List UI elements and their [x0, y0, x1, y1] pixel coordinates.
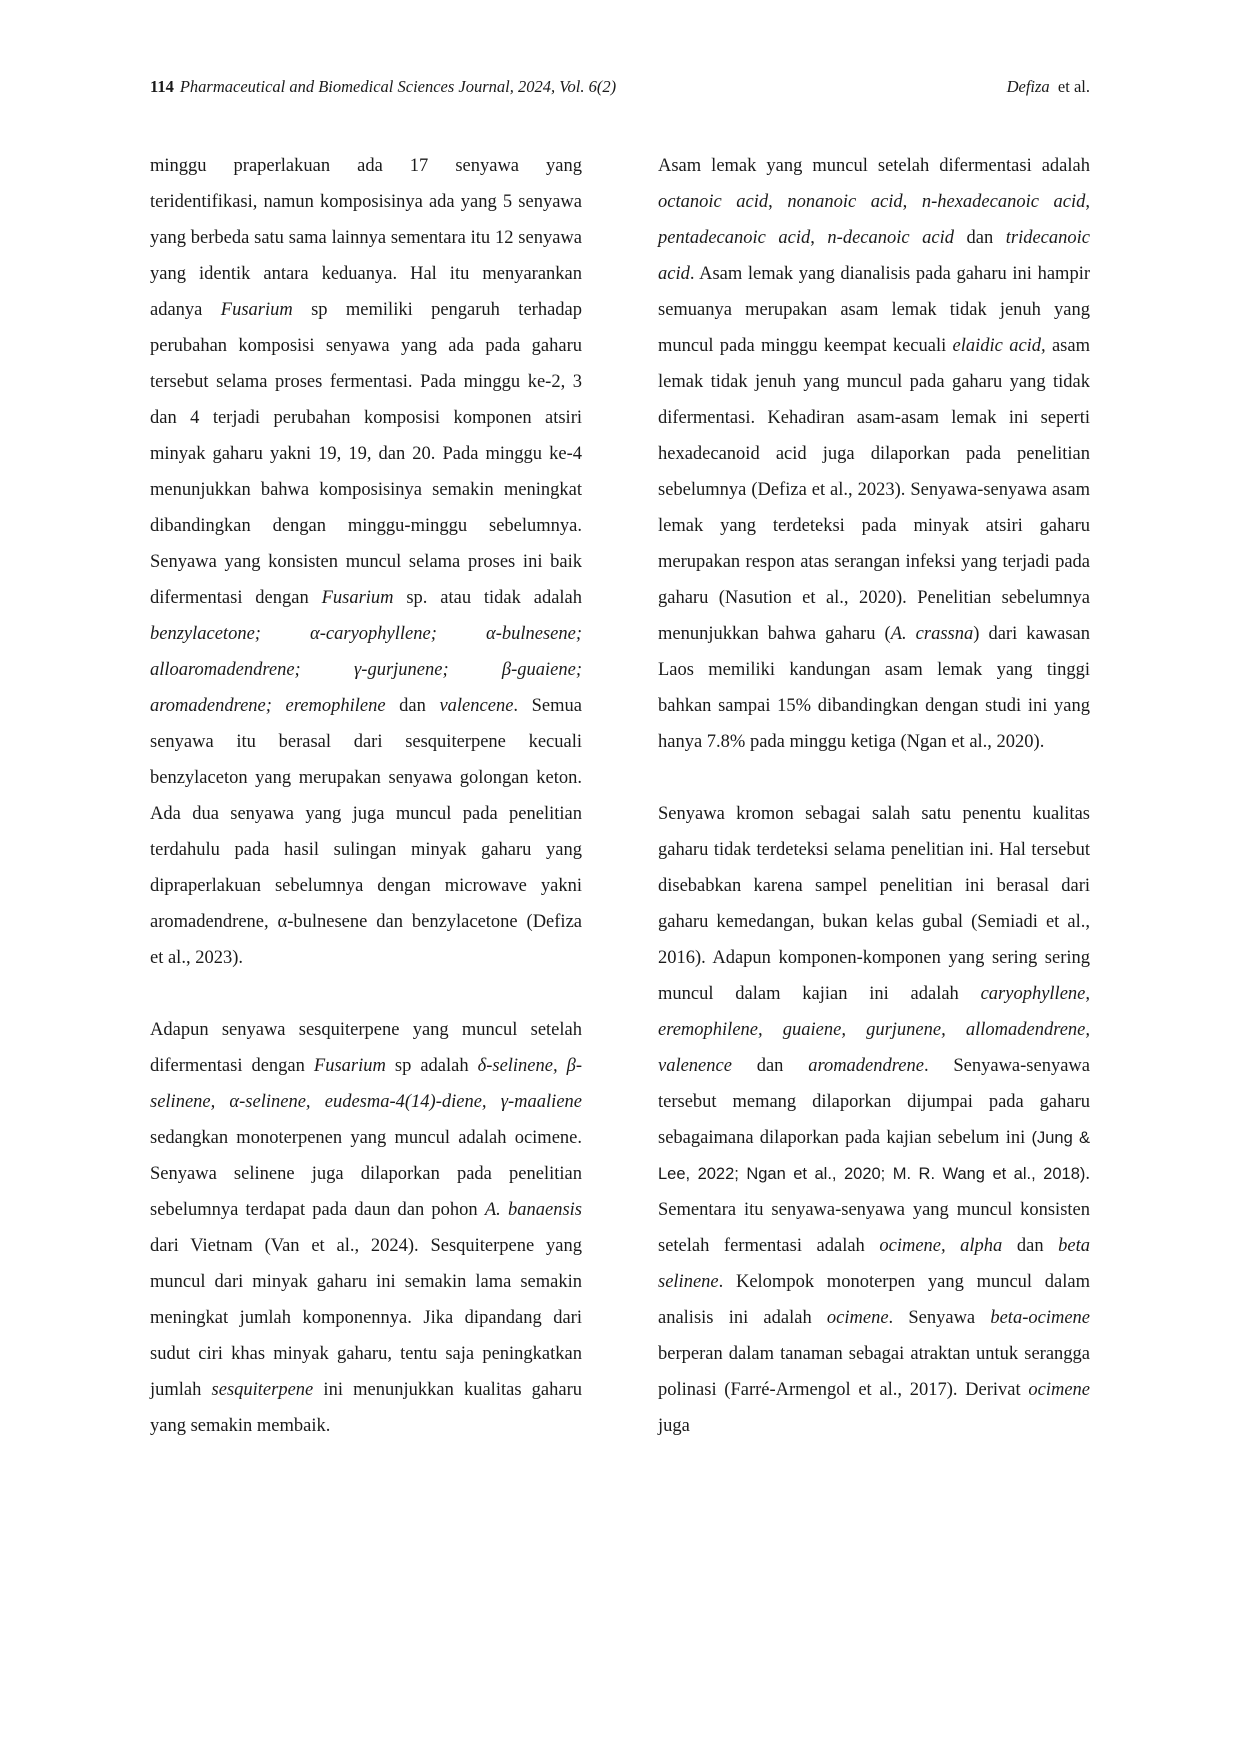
text-run: . Sementara itu senyawa-senyawa yang muncul konsisten setelah fermentasi adalah	[658, 1164, 1090, 1256]
text-run: asam lemak tidak jenuh yang muncul pada gaharu yang tidak difermentasi. Kehadiran asam-asam lemak ini seperti hexadecanoid acid juga dilaporkan pada penelitian sebelumnya (Defiza et al., 2023). Senyawa-senyawa asam lemak yang terdeteksi pada minyak atsiri gaharu merupakan respon atas serangan infeksi yang terjadi pada gaharu (Nasution et al., 2020). Penelitian sebelumnya menunjukkan bahwa gaharu (	[658, 336, 1090, 644]
text-run: dan	[731, 1056, 809, 1076]
italic-run: Fusarium	[220, 300, 293, 320]
paragraph-left-2	[150, 1012, 582, 1444]
text-run: sp. atau tidak adalah	[393, 588, 583, 608]
text-run: Asam lemak yang muncul setelah difermentasi adalah	[658, 156, 1090, 176]
italic-run: elaidic acid,	[952, 336, 1046, 356]
italic-run: tridecanoic acid	[658, 228, 1090, 284]
italic-run: A. banaensis	[484, 1200, 582, 1220]
italic-run: nonanoic acid	[787, 192, 903, 212]
text-run: sp adalah	[385, 1056, 478, 1076]
running-header	[150, 76, 1090, 98]
paragraph-left-1	[150, 148, 582, 976]
text-run: dan	[953, 228, 1006, 248]
italic-run: Fusarium	[313, 1056, 386, 1076]
italic-run: ocimene	[826, 1308, 889, 1328]
italic-run: beta selinene	[658, 1236, 1090, 1292]
text-run: ,	[810, 228, 828, 248]
italic-run: Fusarium	[321, 588, 394, 608]
text-run: Adapun senyawa sesquiterpene yang muncul setelah difermentasi dengan	[150, 1020, 582, 1076]
page-number: 114	[150, 77, 174, 96]
italic-run: ocimene, alpha	[879, 1236, 1003, 1256]
italic-run: sesquiterpene	[211, 1380, 314, 1400]
text-run: dan	[1002, 1236, 1059, 1256]
text-run: . Asam lemak yang dianalisis pada gaharu ini hampir semuanya merupakan asam lemak tidak jenuh yang muncul pada minggu keempat kecuali	[658, 264, 1090, 356]
italic-run: caryophyllene, eremophilene, guaiene, gurjunene, allomadendrene, valenence	[658, 984, 1090, 1076]
italic-run: ocimene	[1028, 1380, 1090, 1400]
text-run: sp memiliki pengaruh terhadap perubahan komposisi senyawa yang ada pada gaharu tersebut selama proses fermentasi. Pada minggu ke-2, 3 dan 4 terjadi perubahan komposisi komponen atsiri minyak gaharu yakni 19, 19, dan 20. Pada minggu ke-4 menunjukkan bahwa komposisinya semakin meningkat dibandingkan dengan minggu-minggu sebelumnya. Senyawa yang konsisten muncul selama proses ini baik difermentasi dengan	[150, 300, 582, 608]
italic-run: benzylacetone; α-caryophyllene; α-bulnesene; alloaromadendrene; γ-gurjunene; β-guaiene; aromadendrene; eremophilene	[150, 624, 582, 716]
paragraph-right-2	[658, 796, 1090, 1444]
text-run: berperan dalam tanaman sebagai atraktan untuk serangga polinasi (Farré-Armengol et al., 2017). Derivat	[658, 1344, 1090, 1400]
text-run: juga	[658, 1416, 690, 1436]
right-column	[658, 148, 1090, 1444]
italic-run: aromadendrene	[808, 1056, 924, 1076]
italic-run: A. crassna	[890, 624, 974, 644]
text-run: ,	[902, 192, 922, 212]
text-run: ini menunjukkan kualitas gaharu yang semakin membaik.	[150, 1380, 583, 1436]
text-run: . Senyawa	[888, 1308, 991, 1328]
text-run: dan	[385, 696, 440, 716]
paragraph-right-1	[658, 148, 1090, 760]
running-author	[1007, 76, 1090, 98]
italic-run: pentadecanoic acid	[658, 228, 811, 248]
text-run: dari Vietnam (Van et al., 2024). Sesquiterpene yang muncul dari minyak gaharu ini semakin lama semakin meningkat jumlah komponennya. Jika dipandang dari sudut ciri khas minyak gaharu, tentu saja peningkatkan jumlah	[150, 1236, 582, 1400]
citation-run: (Jung & Lee, 2022; Ngan et al., 2020; M. R. Wang et al., 2018)	[658, 1129, 1090, 1183]
italic-run: beta-ocimene	[990, 1308, 1090, 1328]
left-column	[150, 148, 582, 1444]
author-suffix: et al.	[1057, 77, 1090, 96]
text-run: minggu praperlakuan ada 17 senyawa yang teridentifikasi, namun komposisinya ada yang 5 senyawa yang berbeda satu sama lainnya sementara itu 12 senyawa yang identik antara keduanya. Hal itu menyarankan adanya	[150, 156, 582, 320]
text-run: . Semua senyawa itu berasal dari sesquiterpene kecuali benzylaceton yang merupakan senyawa golongan keton. Ada dua senyawa yang juga muncul pada penelitian terdahulu pada hasil sulingan minyak gaharu yang dipraperlakuan sebelumnya dengan microwave yakni aromadendrene, α-bulnesene dan benzylacetone (Defiza et al., 2023).	[150, 696, 582, 968]
text-run: . Senyawa-senyawa tersebut memang dilaporkan dijumpai pada gaharu sebagaimana dilaporkan pada kajian sebelum ini	[658, 1056, 1090, 1148]
journal-citation: Pharmaceutical and Biomedical Sciences Journal, 2024, Vol. 6(2)	[179, 77, 617, 96]
author-name: Defiza	[1006, 77, 1050, 96]
text-run: . Kelompok monoterpen yang muncul dalam analisis ini adalah	[658, 1272, 1090, 1328]
text-run: ,	[1085, 192, 1090, 212]
text-run: ) dari kawasan Laos memiliki kandungan asam lemak yang tinggi bahkan sampai 15% dibandingkan dengan studi ini yang hanya 7.8% pada minggu ketiga (Ngan et al., 2020).	[658, 624, 1090, 752]
italic-run: n-decanoic acid	[827, 228, 954, 248]
text-run: Senyawa kromon sebagai salah satu penentu kualitas gaharu tidak terdeteksi selama penelitian ini. Hal tersebut disebabkan karena sampel penelitian ini berasal dari gaharu kemedangan, bukan kelas gubal (Semiadi et al., 2016). Adapun komponen-komponen yang sering sering muncul dalam kajian ini adalah	[658, 804, 1090, 1004]
text-run: sedangkan monoterpenen yang muncul adalah ocimene. Senyawa selinene juga dilaporkan pada penelitian sebelumnya terdapat pada daun dan pohon	[150, 1128, 582, 1220]
text-run: ,	[768, 192, 788, 212]
italic-run: δ-selinene, β-selinene, α-selinene, eudesma-4(14)-diene, γ-maaliene	[150, 1056, 582, 1112]
italic-run: valencene	[439, 696, 514, 716]
italic-run: n-hexadecanoic acid	[921, 192, 1086, 212]
italic-run: octanoic acid	[658, 192, 769, 212]
